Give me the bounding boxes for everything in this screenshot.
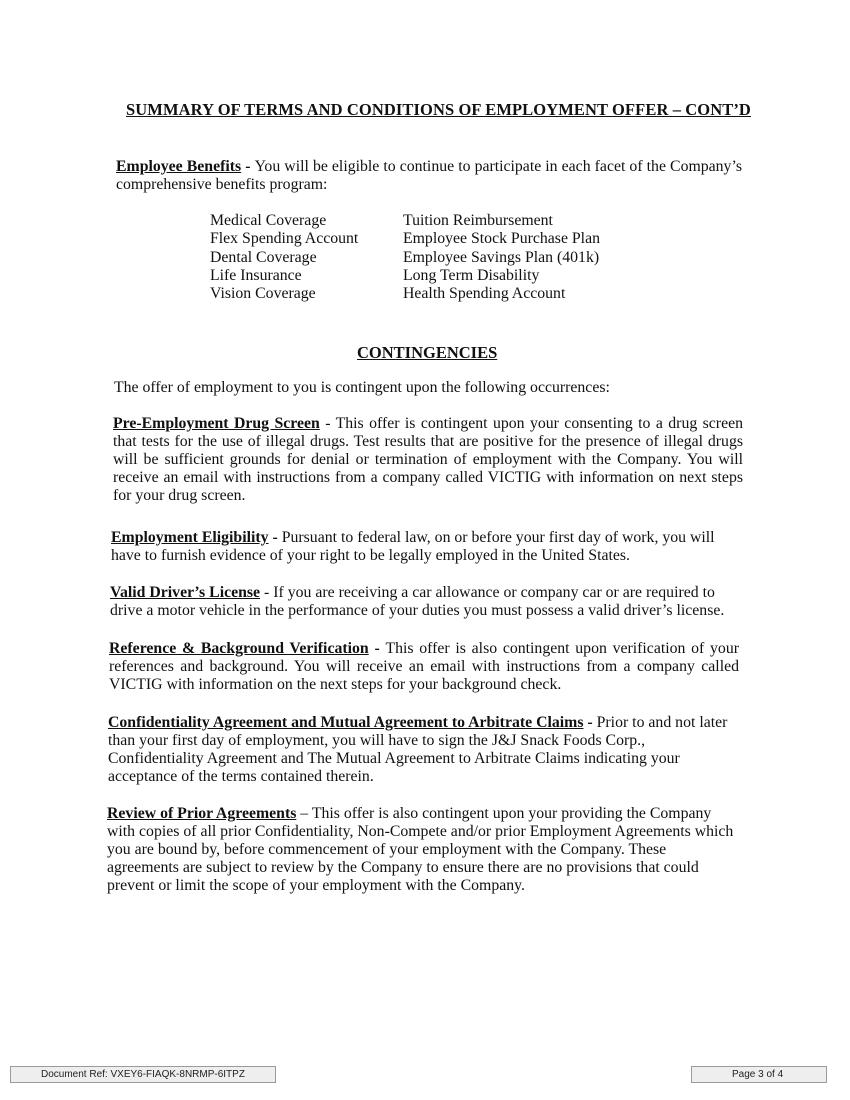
- benefit-item: Employee Stock Purchase Plan: [403, 230, 600, 248]
- employee-benefits-heading: Employee Benefits: [116, 158, 242, 175]
- contingency-text: This offer is also contingent upon your providing the Company with copies of all prior Confidentiality, Non-Compete and/or prior Employment Agreements which you are bound by, before commencement of your employment with the Company. These agreements are subject to review by the Company to ensure there are no provisions that could prevent or limit the scope of your employment with the Company.: [107, 805, 734, 894]
- contingency-heading: Reference & Background Verification: [109, 640, 369, 657]
- benefit-item: Dental Coverage: [210, 248, 317, 266]
- benefit-item: Tuition Reimbursement: [403, 212, 553, 229]
- contingency-text: This offer is contingent upon your consenting to a drug screen that tests for the use of illegal drugs. Test results that are positive for the presence of illegal drugs will be sufficient grounds for denial or termination of employment with the Company. You will receive an email with instructions from a company called VICTIG with information on next steps for your drug screen.: [113, 415, 743, 504]
- contingency-separator: -: [368, 640, 386, 657]
- contingency-text: This offer is also contingent upon verification of your references and background. You will receive an email with instructions from a company called VICTIG with information on the next steps for your background check.: [109, 640, 739, 693]
- contingency-prior-agreements: [107, 805, 739, 895]
- contingency-text: If you are receiving a car allowance or company car or are required to drive a motor vehicle in the performance of your duties you must possess a valid driver’s license.: [110, 584, 725, 619]
- contingency-heading: Valid Driver’s License: [110, 584, 261, 601]
- document-reference-footer: Document Ref: VXEY6-FIAQK-8NRMP-6ITPZ: [10, 1066, 276, 1083]
- contingency-reference-background: [109, 640, 739, 694]
- employee-benefits-text: You will be eligible to continue to participate in each facet of the Company’s comprehensive benefits program:: [116, 158, 742, 193]
- contingency-separator: -: [260, 584, 274, 601]
- contingency-separator: -: [319, 415, 336, 432]
- contingencies-heading: CONTINGENCIES: [357, 343, 498, 362]
- contingency-heading: Employment Eligibility: [111, 529, 269, 546]
- benefits-list-left: [210, 212, 358, 303]
- employee-benefits-separator: -: [241, 158, 255, 175]
- contingencies-intro: The offer of employment to you is contingent upon the following occurrences:: [114, 379, 610, 396]
- contingency-text: Prior to and not later than your first day of employment, you will have to sign the J&J Snack Foods Corp., Confidentiality Agreement and The Mutual Agreement to Arbitrate Claims indicating your acceptance of the terms contained therein.: [108, 714, 728, 785]
- contingency-separator: -: [268, 529, 282, 546]
- benefit-item: Medical Coverage: [210, 212, 327, 229]
- benefit-item: Flex Spending Account: [210, 230, 359, 248]
- contingency-drug-screen: [113, 415, 743, 505]
- benefit-item: Life Insurance: [210, 266, 302, 284]
- employee-benefits-paragraph: [116, 158, 742, 194]
- page-title: SUMMARY OF TERMS AND CONDITIONS OF EMPLOYMENT OFFER – CONT’D: [126, 100, 751, 119]
- contingency-separator: -: [583, 714, 597, 731]
- contingency-heading: Pre-Employment Drug Screen: [113, 415, 320, 432]
- contingency-drivers-license: [110, 584, 740, 620]
- contingency-confidentiality-agreement: [108, 714, 728, 786]
- benefit-item: Vision Coverage: [210, 285, 316, 303]
- contingency-heading: Confidentiality Agreement and Mutual Agreement to Arbitrate Claims: [108, 714, 584, 731]
- benefit-item: Long Term Disability: [403, 266, 540, 284]
- contingency-heading: Review of Prior Agreements: [107, 805, 297, 822]
- benefit-item: Health Spending Account: [403, 285, 566, 303]
- contingency-employment-eligibility: [111, 529, 741, 565]
- benefit-item: Employee Savings Plan (401k): [403, 248, 600, 266]
- contingency-separator: –: [296, 805, 312, 822]
- page-number-footer: Page 3 of 4: [691, 1066, 827, 1083]
- contingency-text: Pursuant to federal law, on or before your first day of work, you will have to furnish evidence of your right to be legally employed in the United States.: [111, 529, 715, 564]
- benefits-list-right: [403, 212, 600, 303]
